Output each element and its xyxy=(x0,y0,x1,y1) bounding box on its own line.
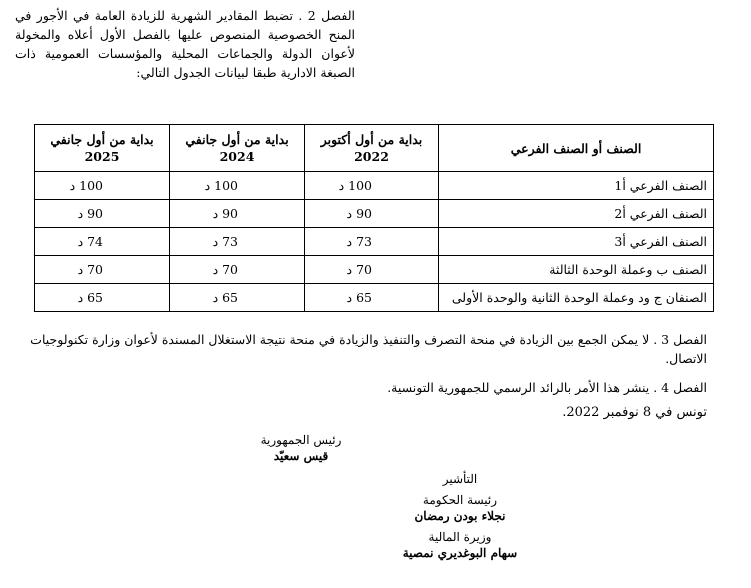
table-row xyxy=(35,284,714,312)
value-2025: 70 د xyxy=(35,256,170,284)
row-category: الصنف الفرعي أ1 xyxy=(439,172,714,200)
visa-signature-block xyxy=(310,471,610,561)
article-4-paragraph: الفصل 4 . ينشر هذا الأمر بالرائد الرسمي للجمهورية التونسية. xyxy=(387,380,707,395)
row-category: الصنف الفرعي أ3 xyxy=(439,228,714,256)
header-october-2022: بداية من أول أكتوبر 2022 xyxy=(305,125,439,172)
visa-label: التأشير xyxy=(442,472,478,486)
president-name: قيس سعيّد xyxy=(273,449,329,463)
article-3-paragraph: الفصل 3 . لا يمكن الجمع بين الزيادة في منحة التصرف والتنفيذ والزيادة في منحة نتيجة الاستغلال المسندة لأعوان وزارة تكنولوجيات الاتصال. xyxy=(30,332,707,366)
header-january-2025: بداية من أول جانفي 2025 xyxy=(35,125,170,172)
value-2022: 65 د xyxy=(305,284,439,312)
value-2025: 74 د xyxy=(35,228,170,256)
value-2025: 65 د xyxy=(35,284,170,312)
value-2022: 73 د xyxy=(305,228,439,256)
table-row xyxy=(35,200,714,228)
president-title: رئيس الجمهورية xyxy=(260,433,342,447)
table-row xyxy=(35,228,714,256)
president-signature-block xyxy=(226,432,376,464)
finance-minister-title: وزيرة المالية xyxy=(428,530,492,544)
row-category: الصنفان ج ود وعملة الوحدة الثانية والوحدة الأولى xyxy=(439,284,714,312)
table-header-row xyxy=(35,125,714,172)
date-line: تونس في 8 نوفمبر 2022. xyxy=(562,405,707,420)
article-2-paragraph: الفصل 2 . تضبط المقادير الشهرية للزيادة العامة في الأجور في المنح الخصوصية المنصوص عليها بالفصل الأول أعلاه والمخولة لأعوان الدولة والجماعات المحلية والمؤسسات العمومية ذات الصبغة الادارية طبقا لبيانات الجدول التالي: xyxy=(15,8,355,80)
value-2024: 73 د xyxy=(170,228,305,256)
value-2022: 70 د xyxy=(305,256,439,284)
salary-increase-table-wrapper xyxy=(34,124,714,312)
value-2024: 70 د xyxy=(170,256,305,284)
value-2025: 90 د xyxy=(35,200,170,228)
salary-increase-table xyxy=(34,124,714,312)
value-2022: 90 د xyxy=(305,200,439,228)
header-january-2024: بداية من أول جانفي 2024 xyxy=(170,125,305,172)
prime-minister-title: رئيسة الحكومة xyxy=(422,493,498,507)
row-category: الصنف الفرعي أ2 xyxy=(439,200,714,228)
table-row xyxy=(35,172,714,200)
value-2022: 100 د xyxy=(305,172,439,200)
header-category: الصنف أو الصنف الفرعي xyxy=(439,125,714,172)
finance-minister-name: سهام البوغديري نمصية xyxy=(402,546,518,560)
value-2024: 90 د xyxy=(170,200,305,228)
value-2025: 100 د xyxy=(35,172,170,200)
value-2024: 100 د xyxy=(170,172,305,200)
table-row xyxy=(35,256,714,284)
row-category: الصنف ب وعملة الوحدة الثالثة xyxy=(439,256,714,284)
value-2024: 65 د xyxy=(170,284,305,312)
prime-minister-name: نجلاء بودن رمضان xyxy=(414,509,506,523)
